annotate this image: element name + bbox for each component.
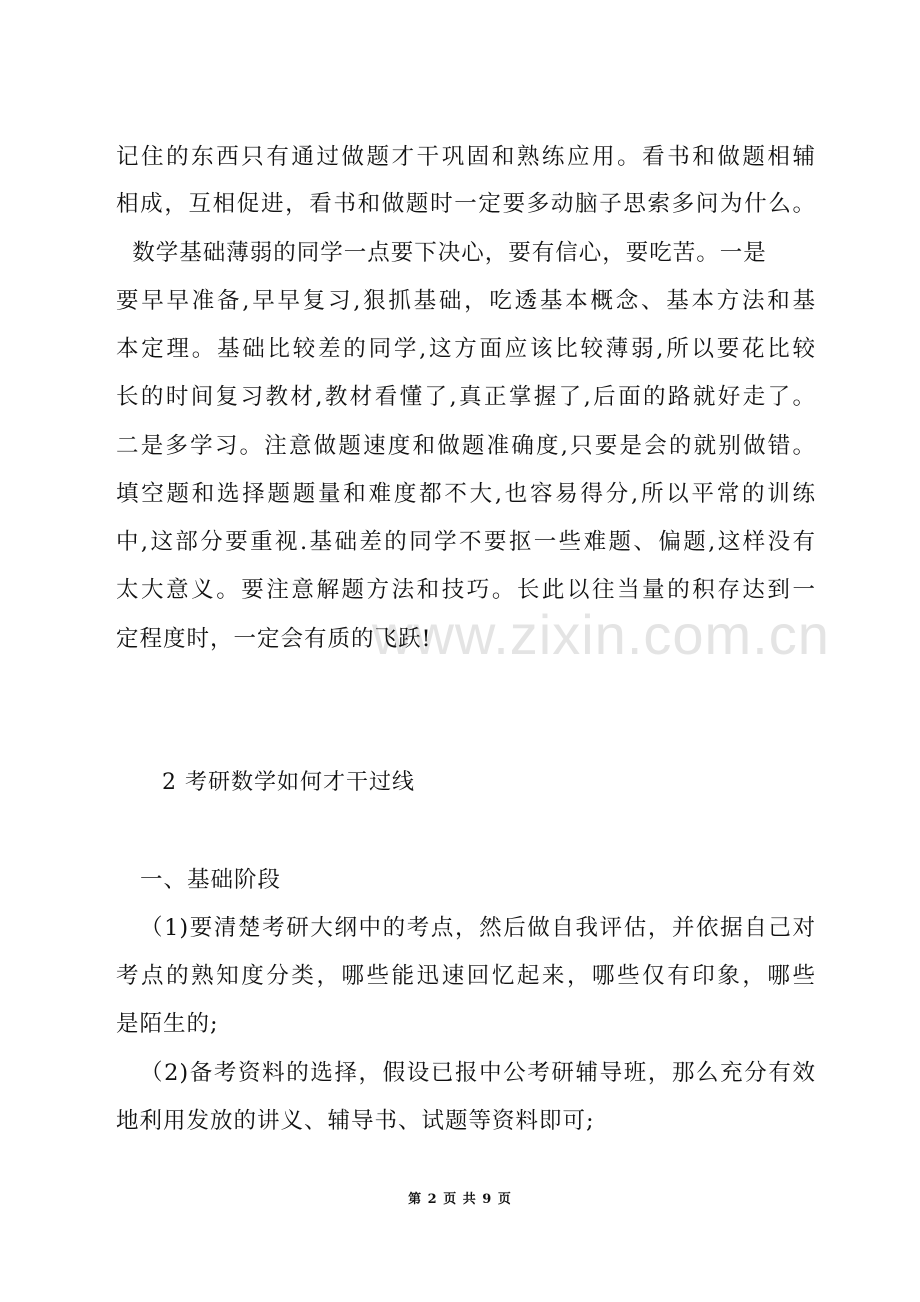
stage-line: （1)要清楚考研大纲中的考点，然后做自我评估，并依据自己对	[140, 915, 816, 941]
watermark: www.zixin.com.cn	[372, 603, 830, 666]
stage-line: （2)备考资料的选择，假设已报中公考研辅导班，那么充分有效	[140, 1060, 816, 1086]
body-line: 长的时间复习教材,教材看懂了,真正掌握了,后面的路就好走了。	[116, 384, 816, 410]
body-line: 二是多学习。注意做题速度和做题准确度,只要是会的就别做错。	[116, 433, 816, 459]
stage-line: 是陌生的;	[116, 1011, 219, 1037]
stage-title: 一、基础阶段	[140, 867, 282, 893]
page-footer: 第 2 页 共 9 页	[408, 1192, 512, 1207]
body-line: 填空题和选择题题量和难度都不大,也容易得分,所以平常的训练	[116, 481, 816, 507]
body-line: 本定理。基础比较差的同学,这方面应该比较薄弱,所以要花比较	[116, 336, 816, 362]
body-line: 要早早准备,早早复习,狠抓基础，吃透基本概念、基本方法和基	[116, 288, 816, 314]
body-line: 记住的东西只有通过做题才干巩固和熟练应用。看书和做题相辅	[116, 144, 816, 170]
section-title: 2 考研数学如何才干过线	[162, 770, 415, 795]
body-line: 定程度时，一定会有质的飞跃!	[116, 626, 432, 652]
body-line: 中,这部分要重视.基础差的同学不要抠一些难题、偏题,这样没有	[116, 529, 816, 555]
body-line: 相成，互相促进，看书和做题时一定要多动脑子思索多问为什么。	[116, 191, 816, 217]
stage-line: 地利用发放的讲义、辅导书、试题等资料即可;	[116, 1108, 595, 1134]
body-line: 数学基础薄弱的同学一点要下决心，要有信心，要吃苦。一是	[116, 240, 767, 266]
stage-line: 考点的熟知度分类，哪些能迅速回忆起来，哪些仅有印象，哪些	[116, 963, 816, 989]
body-line: 太大意义。要注意解题方法和技巧。长此以往当量的积存达到一	[116, 577, 816, 603]
